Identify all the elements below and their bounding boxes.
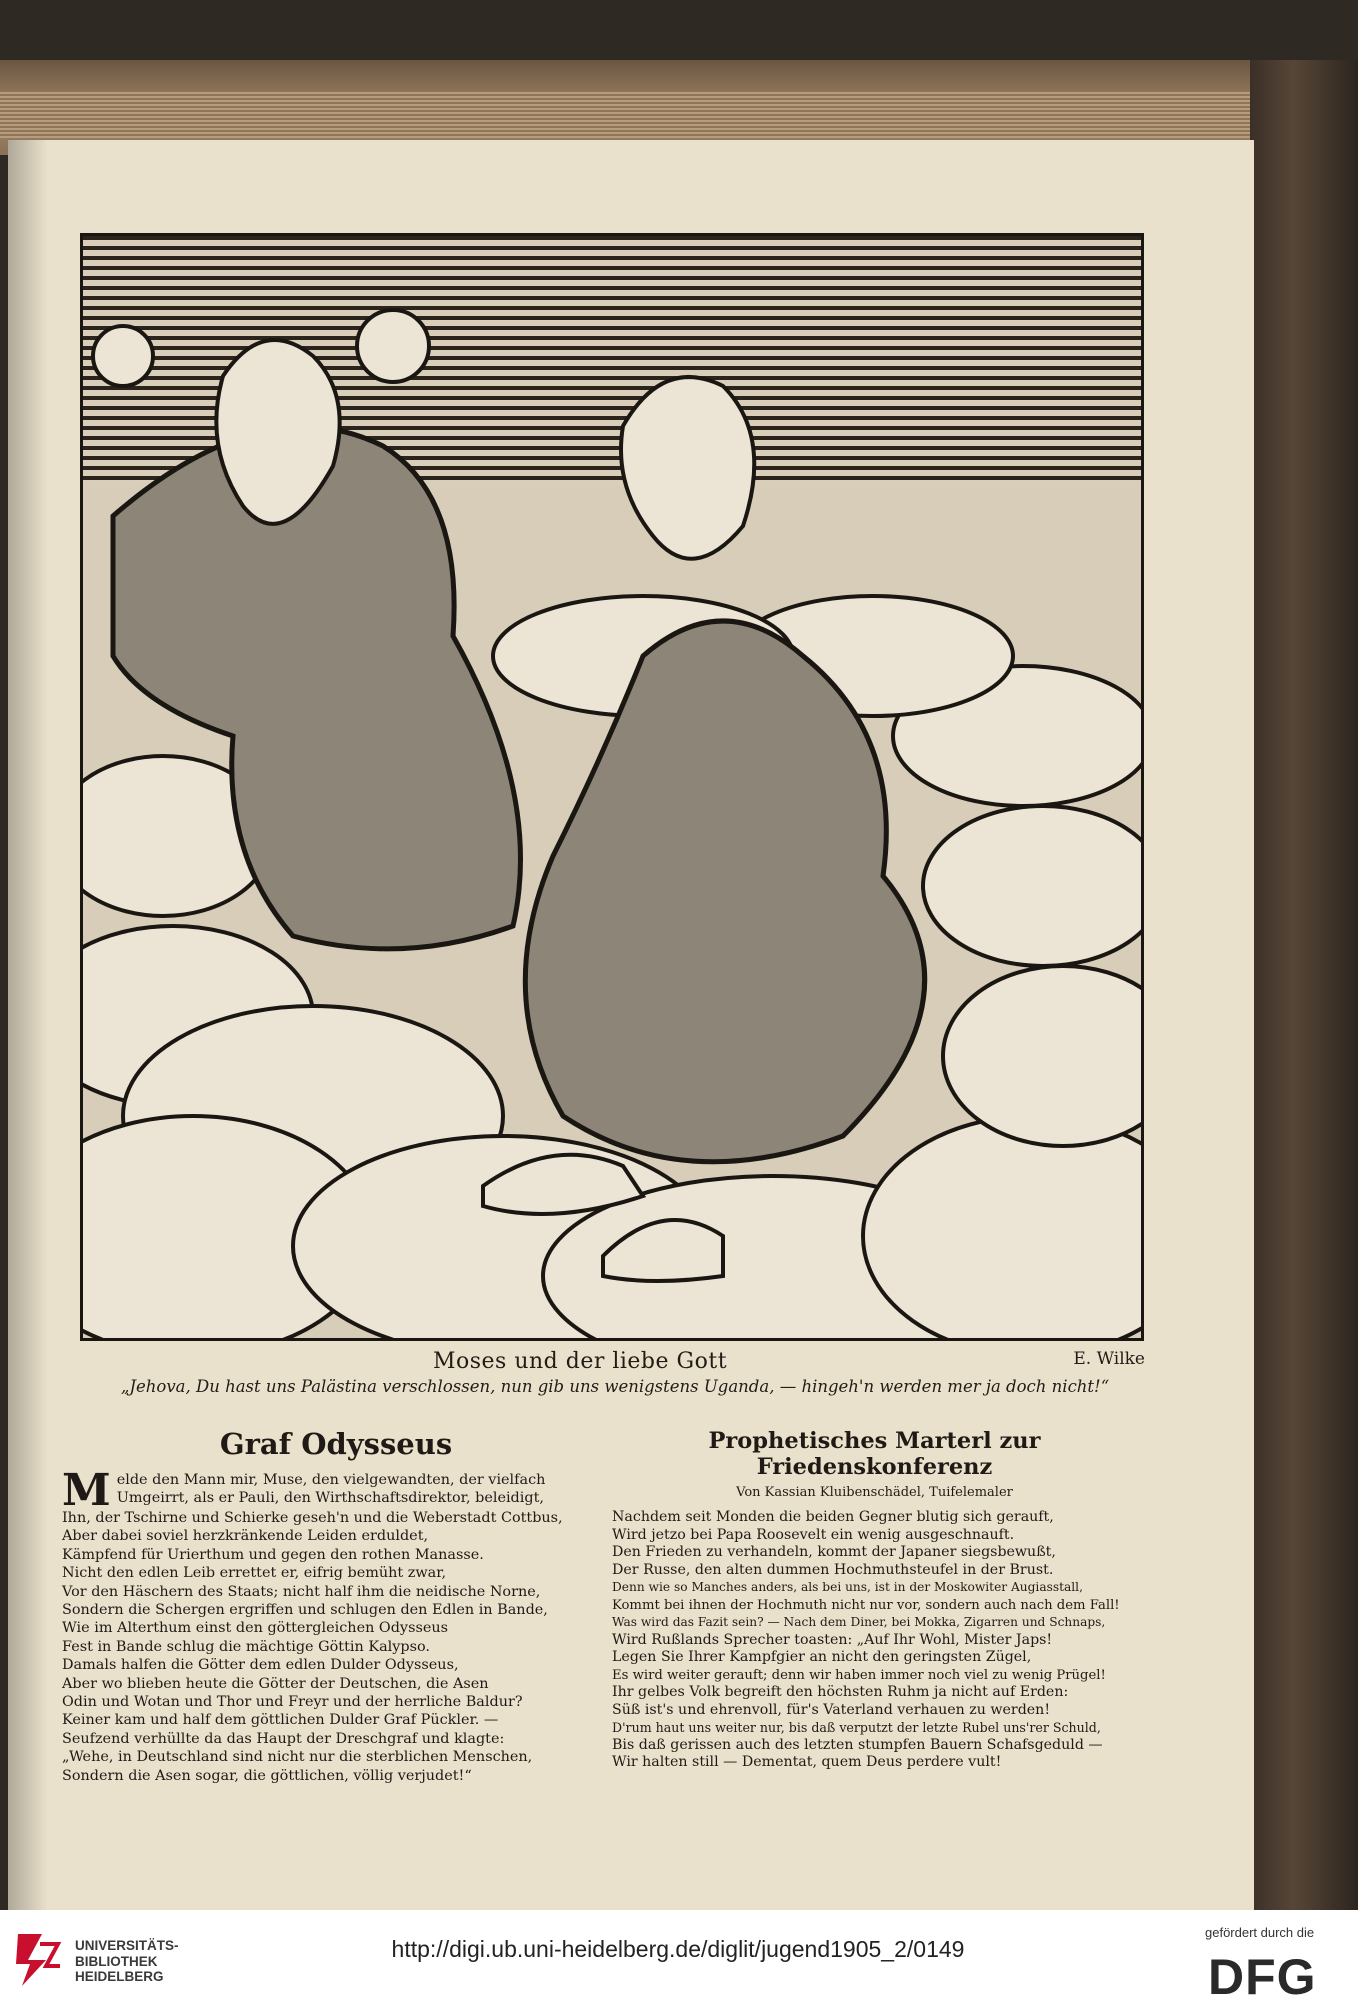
poem-line-text: elde den Mann mir, Muse, den vielgewandten, der vielfach bbox=[116, 1472, 546, 1488]
poem-line: Wir halten still — Dementat, quem Deus perdere vult! bbox=[612, 1754, 1002, 1770]
poem-line: Aber wo blieben heute die Götter der Deutschen, die Asen bbox=[62, 1675, 489, 1692]
poem-title: Graf Odysseus bbox=[219, 1427, 453, 1461]
woodcut-illustration bbox=[80, 233, 1144, 1341]
institution-line: BIBLIOTHEK bbox=[75, 1953, 158, 1969]
poem-line: Fest in Bande schlug die mächtige Göttin Kalypso. bbox=[62, 1638, 430, 1655]
poem-line: Bis daß gerissen auch des letzten stumpfen Bauern Schafsgeduld — bbox=[612, 1736, 1103, 1753]
poem-line: Legen Sie Ihrer Kampfgier an nicht den geringsten Zügel, bbox=[612, 1649, 1032, 1665]
poem-line: Sondern die Schergen ergriffen und schlugen den Edlen in Bande, bbox=[62, 1602, 548, 1619]
page-stack-edge bbox=[0, 90, 1262, 138]
book-cover-edge bbox=[1250, 60, 1358, 1910]
poem-line: Kämpfend für Urierthum und gegen den rothen Manasse. bbox=[62, 1546, 484, 1563]
poem-line: Es wird weiter gerauft; denn wir haben immer noch viel zu wenig Prügel! bbox=[612, 1667, 1106, 1683]
poem-line: Keiner kam und half dem göttlichen Dulder Graf Pückler. — bbox=[62, 1712, 499, 1729]
poem-line: Damals halfen die Götter dem edlen Dulder Odysseus, bbox=[62, 1657, 459, 1674]
poem-line: D'rum haut uns weiter nur, bis daß verputzt der letzte Rubel uns'rer Schuld, bbox=[612, 1720, 1101, 1735]
poem-line: Wird jetzo bei Papa Roosevelt ein wenig ausgeschnauft. bbox=[612, 1526, 1015, 1543]
institution-name bbox=[75, 1938, 179, 1985]
poem-line: Odin und Wotan und Thor und Freyr und der herrliche Baldur? bbox=[62, 1694, 523, 1711]
poem-line: Seufzend verhüllte da das Haupt der Dreschgraf und klagte: bbox=[62, 1730, 505, 1747]
page-gutter-shadow bbox=[8, 140, 48, 1910]
poem-line: „Wehe, in Deutschland sind nicht nur die sterblichen Menschen, bbox=[62, 1749, 533, 1766]
university-library-logo-icon bbox=[12, 1930, 64, 1990]
illustration-artist: E. Wilke bbox=[1073, 1349, 1145, 1369]
institution-line: UNIVERSITÄTS- bbox=[75, 1938, 179, 1953]
poem-line: Aber dabei soviel herzkränkende Leiden erduldet, bbox=[62, 1528, 429, 1545]
poem-line: Wird Rußlands Sprecher toasten: „Auf Ihr Wohl, Mister Japs! bbox=[612, 1631, 1053, 1648]
poem-line: Nachdem seit Monden die beiden Gegner blutig sich gerauft, bbox=[612, 1509, 1054, 1525]
permalink-url[interactable]: http://digi.ub.uni-heidelberg.de/diglit/jugend1905_2/0149 bbox=[391, 1936, 965, 1962]
illustration-quote: „Jehova, Du hast uns Palästina verschlossen, nun gib uns wenigstens Uganda, — hingeh'n werden mer ja doch nicht!“ bbox=[120, 1377, 1110, 1396]
institution-line: HEIDELBERG bbox=[75, 1969, 164, 1984]
dfg-logo: DFG bbox=[1208, 1949, 1317, 2005]
illustration-art bbox=[83, 236, 1141, 1338]
poem-graf-odysseus bbox=[62, 1427, 610, 1785]
poem-line: Süß ist's und ehrenvoll, für's Vaterland verhauen zu werden! bbox=[612, 1701, 1051, 1718]
poem-line: Nicht den edlen Leib errettet er, eifrig bemüht zwar, bbox=[62, 1565, 447, 1582]
poem-line: Denn wie so Manches anders, als bei uns, ist in der Moskowiter Augiasstall, bbox=[612, 1580, 1083, 1594]
poem-line: Vor den Häschern des Staats; nicht half ihm die neidische Norne, bbox=[62, 1583, 541, 1600]
poem-line: Umgeirrt, als er Pauli, den Wirthschaftsdirektor, beleidigt, bbox=[116, 1490, 544, 1507]
poem-author: Von Kassian Kluibenschädel, Tuifelemaler bbox=[736, 1485, 1013, 1500]
poem-line: Wie im Alterthum einst den göttergleichen Odysseus bbox=[62, 1620, 449, 1637]
poem-line: Kommt bei ihnen der Hochmuth nicht nur vor, sondern auch nach dem Fall! bbox=[612, 1597, 1120, 1613]
funding-note: gefördert durch die bbox=[1205, 1925, 1315, 1940]
poem-line: Ihr gelbes Volk begreift den höchsten Ruhm ja nicht auf Erden: bbox=[612, 1684, 1069, 1700]
poem-title: Prophetisches Marterl zur Friedenskonferenz bbox=[708, 1428, 1041, 1480]
poem-prophetisches-marterl bbox=[612, 1428, 1137, 1772]
poem-line: Ihn, der Tschirne und Schierke geseh'n und die Weberstadt Cottbus, bbox=[62, 1510, 563, 1526]
poem-line: Den Frieden zu verhandeln, kommt der Japaner siegsbewußt, bbox=[612, 1544, 1056, 1560]
poem-line: Was wird das Fazit sein? — Nach dem Diner, bei Mokka, Zigarren und Schnaps, bbox=[612, 1615, 1106, 1629]
illustration-title: Moses und der liebe Gott bbox=[432, 1349, 728, 1374]
poem-line: Sondern die Asen sogar, die göttlichen, völlig verjudet!“ bbox=[62, 1767, 472, 1784]
poem-line: Der Russe, den alten dummen Hochmuthsteufel in der Brust. bbox=[612, 1561, 1054, 1578]
drop-cap: M bbox=[62, 1465, 111, 1516]
